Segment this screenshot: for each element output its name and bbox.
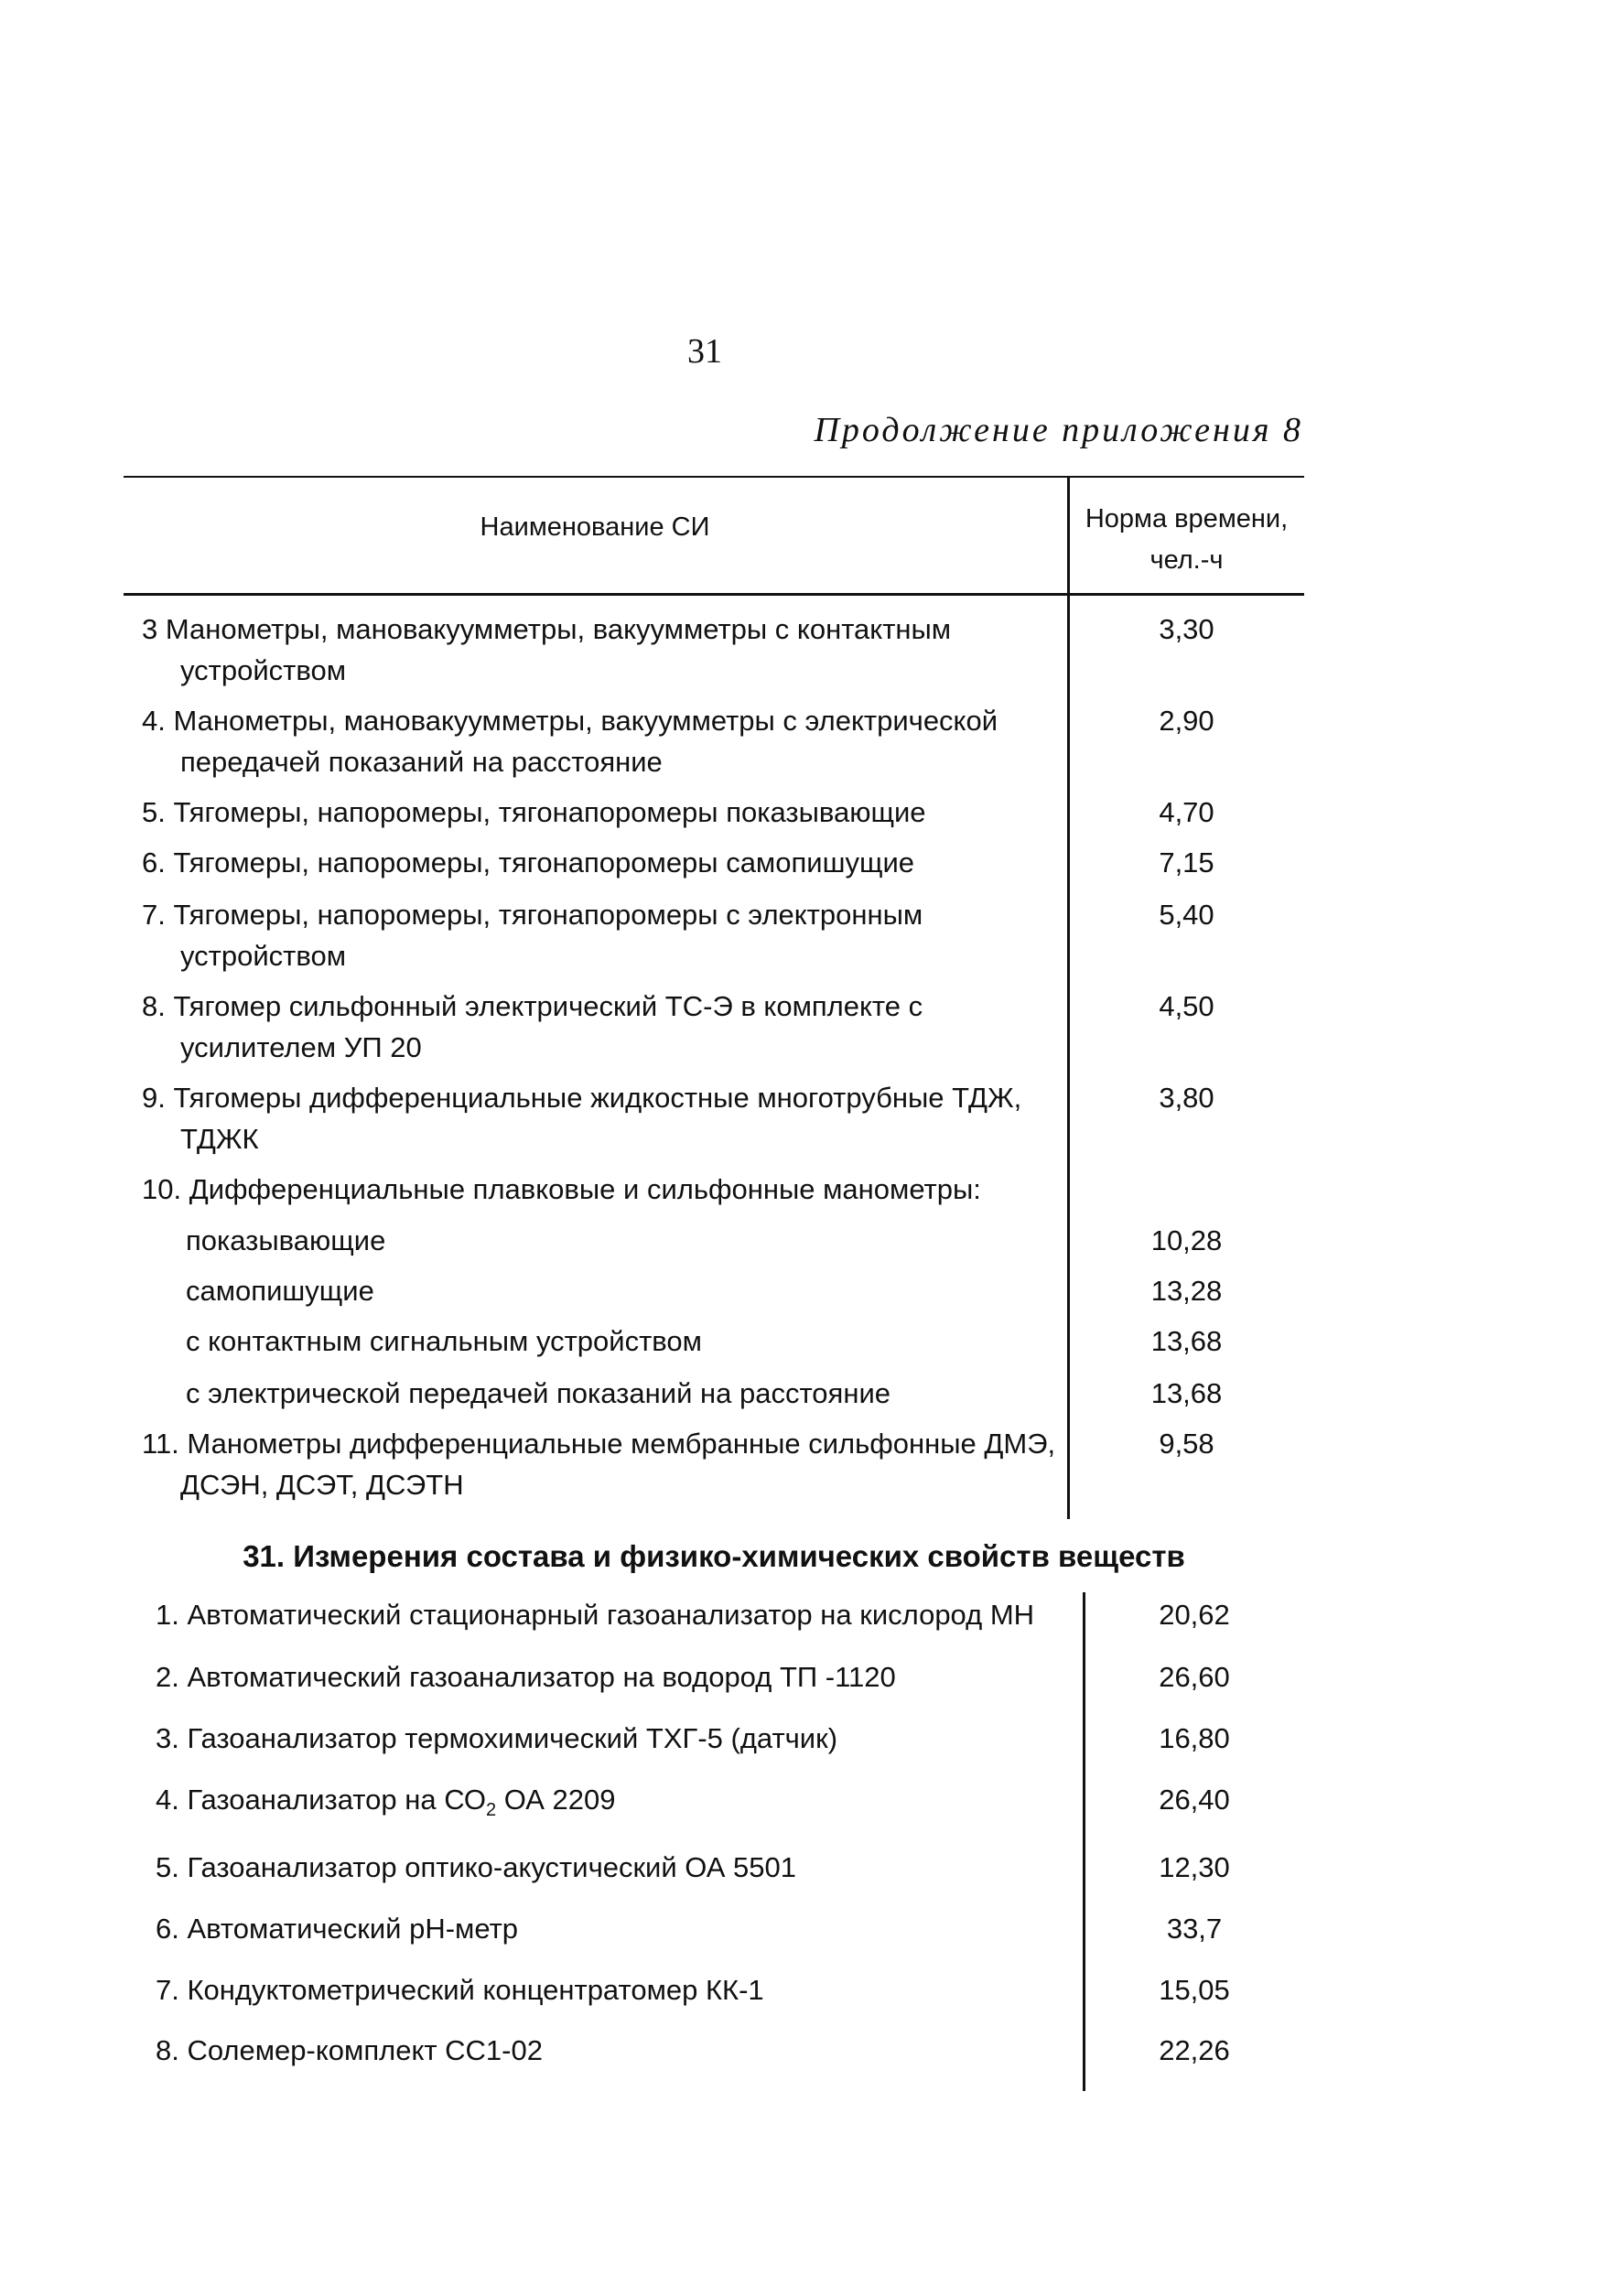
row-value: 4,70: [1159, 796, 1214, 828]
table-row: показывающие: [186, 1224, 386, 1256]
table-row: 6. Тягомеры, напоромеры, тягонапоромеры самопишущие: [142, 846, 915, 879]
table-row: с электрической передачей показаний на расстояние: [186, 1377, 891, 1409]
header-name: Наименование СИ: [480, 512, 710, 542]
row-value: 15,05: [1159, 1974, 1230, 2006]
row-value: 13,68: [1150, 1377, 1223, 1409]
table-row: 7. Тягомеры, напоромеры, тягонапоромеры с электронным устройством: [142, 899, 923, 972]
table-header-rule: [124, 593, 1304, 596]
row-value: 3,30: [1159, 613, 1214, 645]
table-row: 2. Автоматический газоанализатор на водород ТП -1120: [156, 1661, 896, 1693]
row-value: 26,60: [1159, 1661, 1230, 1693]
row-value: 22,26: [1159, 2034, 1230, 2066]
table-row: 5. Тягомеры, напоромеры, тягонапоромеры показывающие: [142, 796, 926, 828]
table-top-rule: [124, 476, 1304, 478]
table-row: 7. Кондуктометрический концентратомер КК-1: [156, 1974, 764, 2006]
table-row: 10. Дифференциальные плавковые и сильфонные манометры:: [142, 1173, 981, 1205]
row-value: 26,40: [1159, 1784, 1230, 1816]
table-row: с контактным сигнальным устройством: [186, 1325, 702, 1357]
row-value: 33,7: [1166, 1913, 1223, 1945]
row-value: 7,15: [1159, 846, 1214, 879]
section-title: 31. Измерения состава и физико-химических свойств веществ: [243, 1539, 1185, 1573]
row-value: 20,62: [1159, 1599, 1230, 1631]
table-row: 4. Газоанализатор на $СО_2$ ОА 2209: [156, 1784, 616, 1821]
row-value: 16,80: [1159, 1722, 1230, 1754]
table-row: 3 Манометры, мановакуумметры, вакуумметры с контактным устройством: [142, 613, 952, 686]
row-value: 2,90: [1159, 705, 1214, 737]
row-value: 12,30: [1159, 1851, 1230, 1883]
row-value: 5,40: [1159, 899, 1214, 931]
table-row: 8. Солемер-комплект СС1-02: [156, 2034, 543, 2066]
row-value: 13,28: [1150, 1275, 1223, 1307]
row-value: 13,68: [1150, 1325, 1223, 1357]
header-norm: Норма времени, чел.-ч: [1085, 504, 1289, 575]
table-row: 9. Тягомеры дифференциальные жидкостные многотрубные ТДЖ, ТДЖК: [142, 1082, 1022, 1155]
table-row: 3. Газоанализатор термохимический ТХГ-5 (датчик): [156, 1722, 838, 1754]
continuation-title: Продолжение приложения 8: [814, 411, 1303, 449]
table-row: самопишущие: [186, 1275, 374, 1307]
row-value: 4,50: [1159, 990, 1214, 1022]
table-row: 1. Автоматический стационарный газоанализатор на кислород МН: [156, 1599, 1035, 1631]
table-row: 4. Манометры, мановакуумметры, вакуумметры с электрической передачей показаний на расстояние: [142, 705, 998, 778]
row-value: 3,80: [1159, 1082, 1214, 1114]
table-row: 11. Манометры дифференциальные мембранные сильфонные ДМЭ, ДСЭН, ДСЭТ, ДСЭТН: [142, 1428, 1056, 1501]
table-row: 5. Газоанализатор оптико-акустический ОА 5501: [156, 1851, 796, 1883]
table-row: 6. Автоматический рН-метр: [156, 1913, 519, 1945]
table-row: 8. Тягомер сильфонный электрический ТС-Э в комплекте с усилителем УП 20: [142, 990, 923, 1063]
page-number: 31: [687, 332, 722, 371]
row-value: 10,28: [1150, 1224, 1223, 1256]
row-value: 9,58: [1159, 1428, 1214, 1460]
